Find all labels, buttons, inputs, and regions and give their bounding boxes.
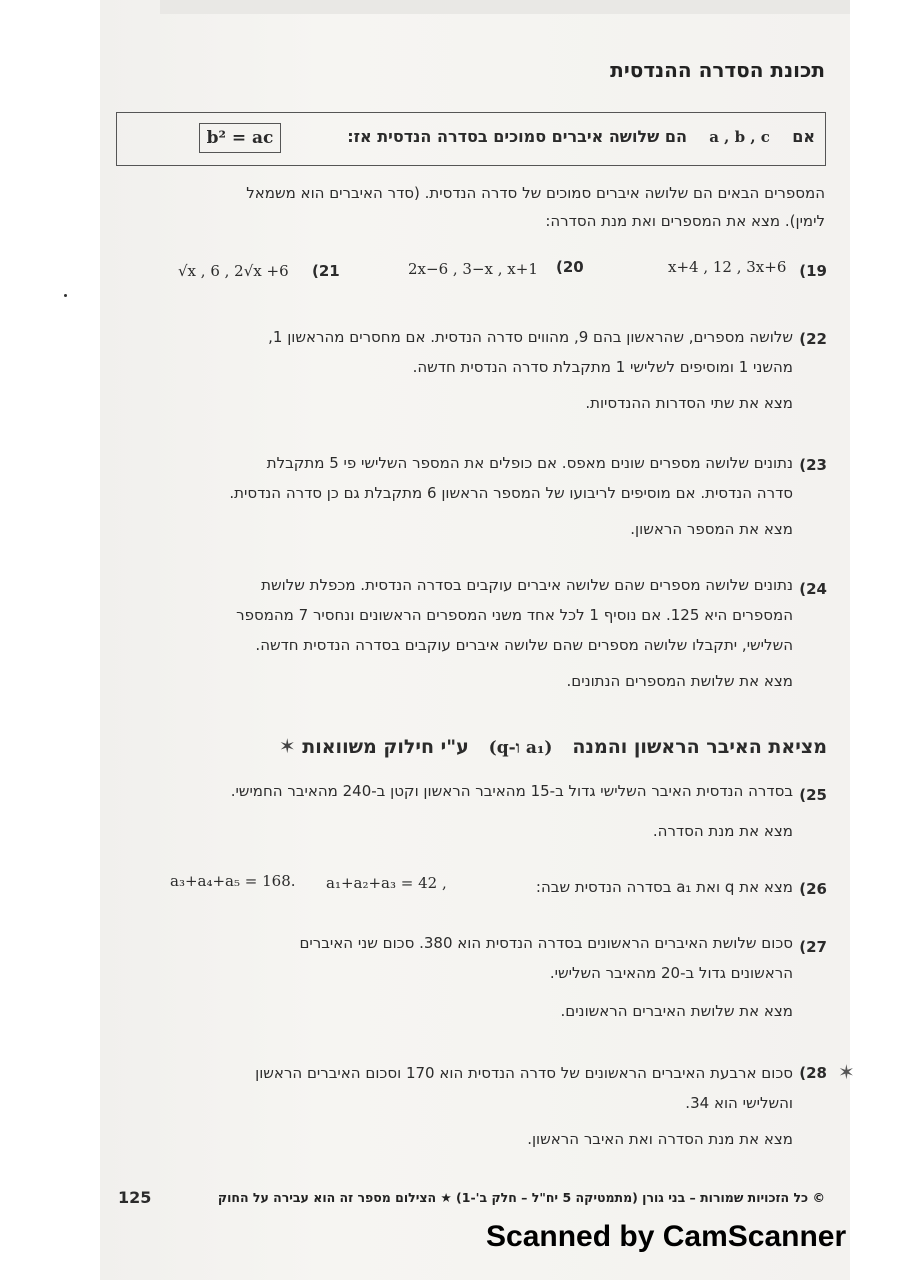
q26-equation-2: a₃+a₄+a₅ = 168. xyxy=(170,872,296,890)
q27-body xyxy=(103,928,793,1026)
page-top-edge xyxy=(160,0,850,14)
scan-speck xyxy=(64,294,67,297)
section-heading xyxy=(273,734,827,758)
q28-line-1: סכום ארבעת האיברים הראשונים של סדרה הנדסית הוא 170 וסכום האיברים הראשון xyxy=(255,1064,793,1082)
q24-line-1: נתונים שלושה מספרים שהם שלושה איברים עוקבים בסדרה הנדסית. מכפלת שלושת xyxy=(261,576,793,594)
q27-find: מצא את שלושת האיברים הראשונים. xyxy=(560,1002,793,1020)
q27-line-1: סכום שלושת האיברים הראשונים בסדרה הנדסית הוא 380. סכום שני האיברים xyxy=(299,934,793,952)
copyright-footer: © כל הזכויות שמורות – בני גורן (מתמטיקה 5 יח"ל – חלק ב'-1) ★ הצילום מספר זה הוא עבירה על החוק xyxy=(217,1190,825,1205)
q19-expression: x+4 , 12 , 3x+6 xyxy=(668,258,787,276)
q25-line-1: בסדרה הנדסית האיבר השלישי גדול ב-15 מהאיבר הראשון וקטן ב-240 מהאיבר החמישי. xyxy=(230,782,793,800)
q22-find: מצא את שתי הסדרות ההנדסיות. xyxy=(585,394,793,412)
q26-number: (26 xyxy=(799,880,827,898)
q27-number: (27 xyxy=(799,938,827,956)
q20-expression: 2x−6 , 3−x , x+1 xyxy=(408,260,538,278)
q24-body xyxy=(103,570,793,696)
camscanner-watermark: Scanned by CamScanner xyxy=(486,1220,847,1253)
rule-text xyxy=(347,127,815,146)
q22-body xyxy=(103,322,793,418)
q28-find: מצא את מנת הסדרה ואת האיבר הראשון. xyxy=(527,1130,793,1148)
q23-line-2: סדרה הנדסית. אם מוסיפים לריבועו של המספר הראשון 6 מתקבלת גם כן סדרה הנדסית. xyxy=(229,484,793,502)
q22-line-1: שלושה מספרים, שהראשון בהם 9, מהווים סדרה הנדסית. אם מחסרים מהראשון 1, xyxy=(268,328,793,346)
q28-line-2: והשלישי הוא 34. xyxy=(685,1094,793,1112)
q22-number: (22 xyxy=(799,330,827,348)
q24-find: מצא את שלושת המספרים הנתונים. xyxy=(566,672,793,690)
q23-body xyxy=(103,448,793,544)
margin-star-icon: ✶ xyxy=(838,1060,855,1084)
page-number: 125 xyxy=(118,1188,152,1207)
q28-number: (28 xyxy=(799,1064,827,1082)
q28-body xyxy=(103,1058,793,1154)
rule-prefix: אם xyxy=(792,127,815,146)
q24-line-3: השלישי, יתקבלו שלושה מספרים שהם שלושה איברים עוקבים בסדרה הנדסית חדשה. xyxy=(255,636,793,654)
q23-number: (23 xyxy=(799,456,827,474)
q24-number: (24 xyxy=(799,580,827,598)
rule-box xyxy=(116,112,826,166)
intro-line-1: המספרים הבאים הם שלושה איברים סמוכים של סדרה הנדסית. (סדר האיברים הוא משמאל xyxy=(246,184,825,202)
q23-find: מצא את המספר הראשון. xyxy=(630,520,793,538)
q25-find: מצא את מנת הסדרה. xyxy=(652,822,793,840)
q24-line-2: המספרים היא 125. אם נוסיף 1 לכל אחד משני המספרים הראשונים ונחסיר 7 מהמספר xyxy=(236,606,793,624)
q19-number: (19 xyxy=(799,262,827,280)
q21-expression: √x , 6 , 2√x +6 xyxy=(178,262,289,280)
q26-equation-1: a₁+a₂+a₃ = 42 , xyxy=(326,874,447,892)
section-heading-part-2: ע"י חילוק משוואות xyxy=(302,736,469,758)
rule-vars: a , b , c xyxy=(709,128,770,146)
intro-line-2: לימין). מצא את המספרים ואת מנת הסדרה: xyxy=(545,212,825,230)
q25-number: (25 xyxy=(799,786,827,804)
q20-number: (20 xyxy=(556,258,584,276)
q22-line-2: מהשני 1 ומוסיפים לשלישי 1 מתקבלת סדרה הנדסית חדשה. xyxy=(412,358,793,376)
rule-statement: הם שלושה איברים סמוכים בסדרה הנדסית אז: xyxy=(347,127,687,146)
rule-formula: b² = ac xyxy=(199,123,281,153)
section-heading-vars: (q-ו a₁) xyxy=(488,738,553,758)
page-title: תכונת הסדרה ההנדסית xyxy=(610,58,825,82)
q21-number: (21 xyxy=(312,262,340,280)
q25-body xyxy=(103,776,793,846)
handwritten-star-icon: ✶ xyxy=(278,734,296,758)
q27-line-2: הראשונים גדול ב-20 מהאיבר השלישי. xyxy=(549,964,793,982)
q26-text: מצא את q ואת a₁ בסדרה הנדסית שבה: xyxy=(535,878,793,896)
section-heading-part-1: מציאת האיבר הראשון והמנה xyxy=(572,736,827,758)
q23-line-1: נתונים שלושה מספרים שונים מאפס. אם כופלים את המספר השלישי פי 5 מתקבלת xyxy=(266,454,793,472)
